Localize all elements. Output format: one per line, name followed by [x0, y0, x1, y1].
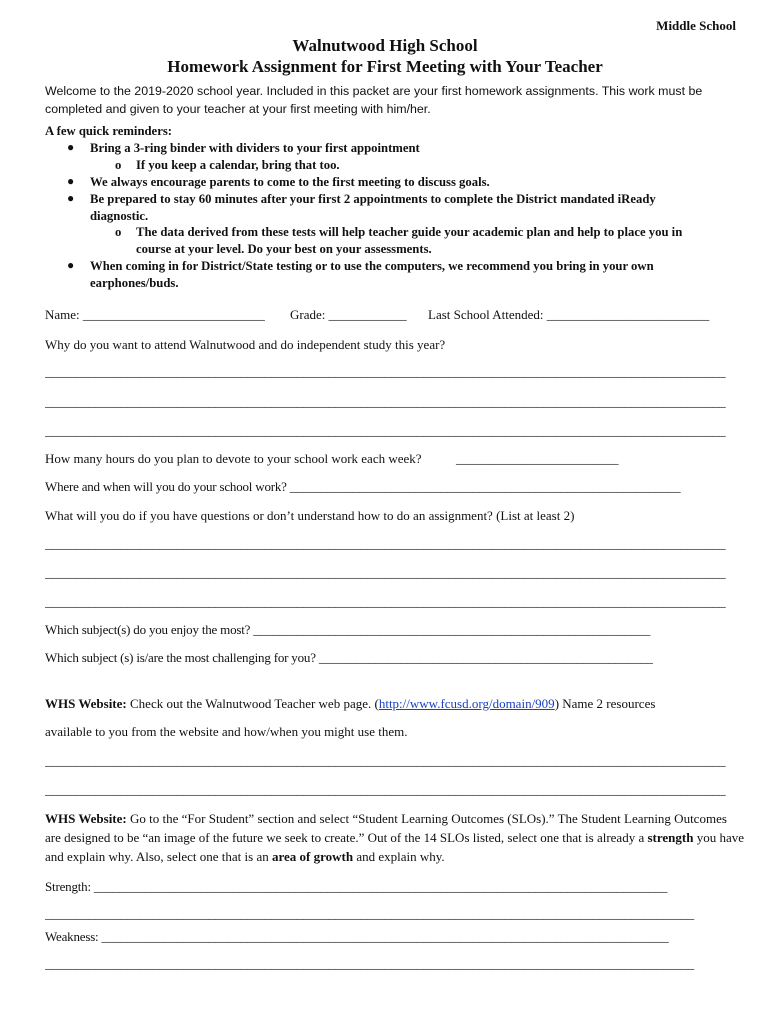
reminder-item-continued: earphones/buds. — [90, 276, 179, 290]
reminder-item: When coming in for District/State testing or to use the computers, we recommend you bring in your own — [90, 259, 654, 273]
website-text: Check out the Walnutwood Teacher web page. ( — [126, 696, 379, 711]
sub-bullet-icon: o — [115, 158, 122, 172]
sub-bullet-icon: o — [115, 225, 122, 239]
page-subtitle: Homework Assignment for First Meeting with Your Teacher — [167, 57, 603, 76]
reminders-heading: A few quick reminders: — [45, 124, 172, 138]
reminder-item-continued: diagnostic. — [90, 209, 149, 223]
reminder-subitem-continued: course at your level. Do your best on your assessments. — [136, 242, 432, 256]
bullet-icon: ● — [67, 191, 75, 205]
website-text: and explain why. — [353, 849, 445, 864]
answer-line[interactable]: ____________________________________________________________________________________________________________ — [45, 565, 726, 580]
last-school-field[interactable]: Last School Attended: _________________________ — [428, 307, 710, 322]
school-level-label: Middle School — [656, 18, 736, 33]
website-section-2 — [45, 809, 745, 866]
question-challenging-subject[interactable]: Which subject (s) is/are the most challenging for you? _____________________________________________________ — [45, 650, 653, 665]
website-section-1 — [45, 696, 655, 712]
bullet-icon: ● — [67, 140, 75, 154]
answer-line[interactable]: ____________________________________________________________________________________________________________ — [45, 594, 726, 609]
website-text: Go to the “For Student” section and select “Student Learning Outcomes (SLOs).” The Student Learning Outcomes are designed to be “an image of the future we seek to create.” Out of the 14 SLOs listed, select one that is already a — [45, 811, 727, 845]
reminder-subitem: The data derived from these tests will help teacher guide your academic plan and help to place you in — [136, 225, 683, 239]
answer-line[interactable]: ____________________________________________________________________________________________________________ — [45, 394, 726, 409]
strength-word: strength — [647, 830, 694, 845]
reminder-subitem: If you keep a calendar, bring that too. — [136, 158, 340, 172]
website-text-line2: available to you from the website and how/when you might use them. — [45, 724, 408, 739]
grade-field[interactable]: Grade: ____________ — [290, 307, 407, 322]
strength-field[interactable]: Strength: ___________________________________________________________________________________________ — [45, 879, 668, 894]
website-label: WHS Website: — [45, 811, 127, 826]
name-field[interactable]: Name: ____________________________ — [45, 307, 265, 322]
answer-line[interactable]: ____________________________________________________________________________________________________________ — [45, 423, 726, 438]
intro-paragraph: Welcome to the 2019-2020 school year. Included in this packet are your first homework assignments. This work must be completed and given to your teacher at your first meeting with him/her. — [45, 84, 703, 116]
answer-line[interactable]: _______________________________________________________________________________________________________ — [45, 956, 694, 971]
bullet-icon: ● — [67, 258, 75, 272]
question-help: What will you do if you have questions or don’t understand how to do an assignment? (List at least 2) — [45, 508, 575, 523]
weakness-field[interactable]: Weakness: __________________________________________________________________________________________ — [45, 929, 669, 944]
reminder-item: We always encourage parents to come to the first meeting to discuss goals. — [90, 175, 490, 189]
bullet-icon: ● — [67, 174, 75, 188]
page-title: Walnutwood High School — [292, 36, 478, 55]
website-link[interactable]: http://www.fcusd.org/domain/909 — [378, 696, 555, 711]
question-hours: How many hours do you plan to devote to your school work each week? — [45, 451, 422, 466]
answer-line[interactable]: ____________________________________________________________________________________________________________ — [45, 364, 726, 379]
question-where-when[interactable]: Where and when will you do your school work? ______________________________________________________________ — [45, 479, 681, 494]
growth-word: area of growth — [271, 849, 354, 864]
question-why-attend: Why do you want to attend Walnutwood and do independent study this year? — [45, 337, 446, 352]
answer-line[interactable]: ____________________________________________________________________________________________________________ — [45, 753, 726, 768]
website-text: ) Name 2 resources — [554, 696, 656, 711]
hours-answer-field[interactable]: _________________________ — [456, 451, 619, 466]
answer-line[interactable]: ____________________________________________________________________________________________________________ — [45, 536, 726, 551]
answer-line[interactable]: _______________________________________________________________________________________________________ — [45, 906, 694, 921]
reminder-item: Be prepared to stay 60 minutes after your first 2 appointments to complete the District mandated iReady — [90, 192, 656, 206]
answer-line[interactable]: ____________________________________________________________________________________________________________ — [45, 782, 726, 797]
website-text: you have and explain why. Also, select one that is an — [45, 830, 744, 864]
question-enjoy-subject[interactable]: Which subject(s) do you enjoy the most? _______________________________________________________________ — [45, 622, 651, 637]
reminder-item: Bring a 3-ring binder with dividers to your first appointment — [90, 141, 420, 155]
website-label: WHS Website: — [45, 696, 127, 711]
